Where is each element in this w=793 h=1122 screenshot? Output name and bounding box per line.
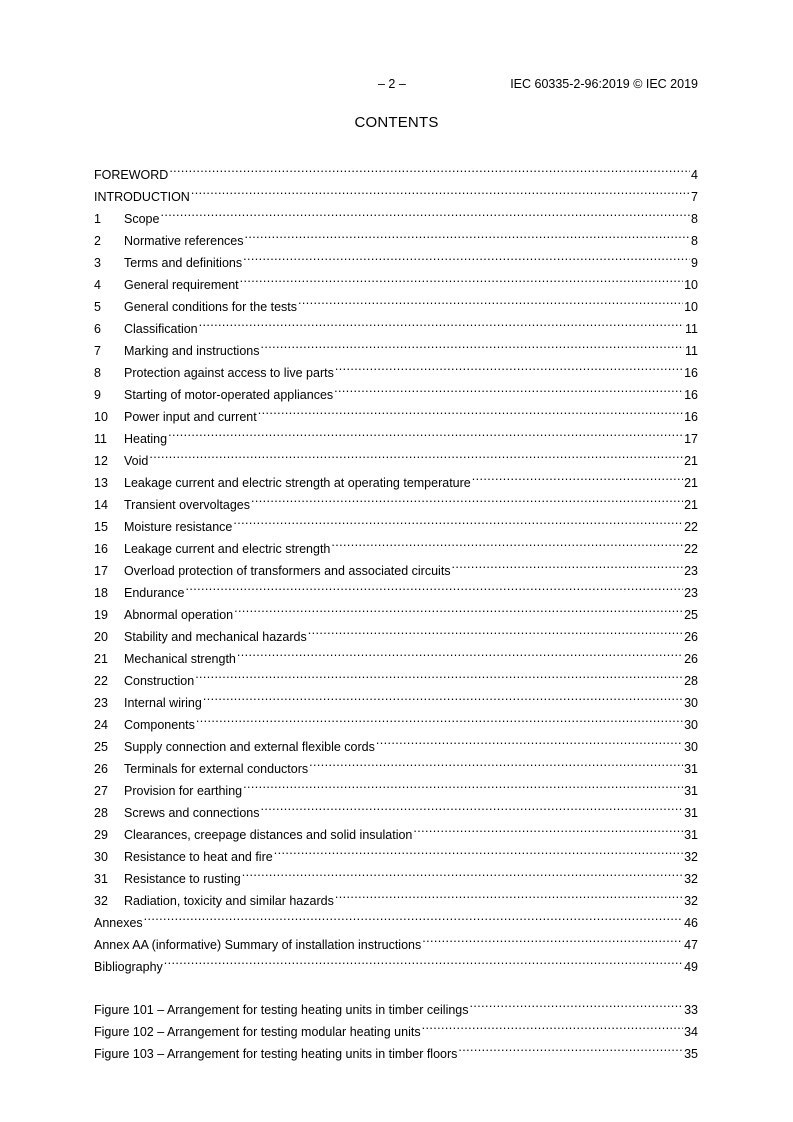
toc-entry-title: Annexes [94, 916, 143, 930]
dot-leader [191, 179, 690, 201]
toc-entry-page: 21 [684, 454, 698, 468]
toc-entry-page: 9 [691, 256, 698, 270]
toc-entry-page: 7 [691, 190, 698, 204]
table-of-contents [94, 157, 698, 974]
dot-leader [298, 289, 683, 311]
toc-entry-page: 31 [684, 784, 698, 798]
toc-entry-page: 46 [684, 916, 698, 930]
dot-leader [458, 1036, 683, 1058]
toc-entry-page: 10 [684, 300, 698, 314]
toc-entry-page: 34 [684, 1025, 698, 1039]
toc-entry-page: 16 [684, 366, 698, 380]
toc-entry-title: Void [124, 454, 149, 468]
toc-entry-number: 12 [94, 454, 108, 468]
toc-entry-number: 20 [94, 630, 108, 644]
toc-entry-number: 14 [94, 498, 108, 512]
dot-leader [234, 597, 683, 619]
dot-leader [233, 509, 683, 531]
dot-leader [308, 619, 683, 641]
toc-entry-number: 5 [94, 300, 101, 314]
toc-entry-title: Supply connection and external flexible cords [124, 740, 375, 754]
dot-leader [245, 223, 691, 245]
toc-entry-number: 28 [94, 806, 108, 820]
dot-leader [243, 773, 683, 795]
dot-leader [169, 157, 690, 179]
dot-leader [335, 883, 683, 905]
dot-leader [237, 641, 683, 663]
dot-leader [422, 927, 683, 949]
toc-entry-page: 10 [684, 278, 698, 292]
toc-entry-number: 25 [94, 740, 108, 754]
toc-entry-title: Power input and current [124, 410, 257, 424]
toc-entry-page: 11 [685, 322, 698, 336]
toc-entry-page: 26 [684, 630, 698, 644]
toc-entry-page: 23 [684, 586, 698, 600]
dot-leader [160, 201, 690, 223]
toc-entry-title: Classification [124, 322, 198, 336]
dot-leader [144, 905, 683, 927]
toc-entry-title: Protection against access to live parts [124, 366, 334, 380]
toc-entry-number: 27 [94, 784, 108, 798]
toc-entry[interactable] [94, 927, 698, 952]
dot-leader [243, 245, 690, 267]
toc-entry-title: Components [124, 718, 195, 732]
toc-entry-page: 8 [691, 234, 698, 248]
dot-leader [164, 949, 683, 971]
dot-leader [203, 685, 683, 707]
toc-entry-page: 33 [684, 1003, 698, 1017]
dot-leader [149, 443, 683, 465]
toc-entry-number: 23 [94, 696, 108, 710]
dot-leader [472, 465, 683, 487]
toc-entry-title: Transient overvoltages [124, 498, 250, 512]
dot-leader [452, 553, 684, 575]
toc-entry-page: 16 [684, 388, 698, 402]
toc-entry-page: 32 [684, 894, 698, 908]
toc-entry-title: Heating [124, 432, 168, 446]
toc-entry[interactable] [94, 465, 698, 490]
toc-entry[interactable] [94, 443, 698, 468]
toc-entry-number: 31 [94, 872, 108, 886]
dot-leader [309, 751, 683, 773]
toc-entry-title: Terms and definitions [124, 256, 243, 270]
toc-entry[interactable] [94, 157, 698, 182]
toc-entry-number: 11 [94, 432, 107, 446]
page-header [94, 76, 698, 92]
toc-entry-title: Figure 101 – Arrangement for testing heating units in timber ceilings [94, 1003, 469, 1017]
toc-entry-page: 26 [684, 652, 698, 666]
dot-leader [422, 1014, 684, 1036]
toc-entry-page: 28 [684, 674, 698, 688]
toc-entry-number: 2 [94, 234, 101, 248]
toc-entry-title: Overload protection of transformers and associated circuits [124, 564, 451, 578]
toc-entry-number: 6 [94, 322, 101, 336]
dot-leader [168, 421, 683, 443]
toc-entry-page: 8 [691, 212, 698, 226]
toc-entry-title: Leakage current and electric strength at operating temperature [124, 476, 471, 490]
toc-entry-title: Internal wiring [124, 696, 202, 710]
toc-entry-title: General requirement [124, 278, 239, 292]
dot-leader [376, 729, 683, 751]
toc-entry-number: 19 [94, 608, 108, 622]
toc-entry-title: Abnormal operation [124, 608, 234, 622]
toc-entry-title: Resistance to rusting [124, 872, 241, 886]
toc-entry-number: 15 [94, 520, 108, 534]
dot-leader [240, 267, 683, 289]
toc-entry-page: 22 [684, 542, 698, 556]
toc-entry-title: Radiation, toxicity and similar hazards [124, 894, 334, 908]
dot-leader [413, 817, 683, 839]
toc-entry-number: 32 [94, 894, 108, 908]
toc-entry-number: 1 [94, 212, 101, 226]
dot-leader [335, 355, 683, 377]
toc-entry[interactable] [94, 575, 698, 600]
toc-entry-title: Figure 102 – Arrangement for testing modular heating units [94, 1025, 421, 1039]
toc-entry-number: 16 [94, 542, 108, 556]
dot-leader [470, 992, 684, 1014]
toc-entry-title: Construction [124, 674, 195, 688]
toc-entry-number: 4 [94, 278, 101, 292]
toc-entry-page: 25 [684, 608, 698, 622]
toc-entry-page: 32 [684, 872, 698, 886]
toc-entry-number: 13 [94, 476, 108, 490]
toc-entry[interactable] [94, 179, 698, 204]
toc-entry-title: Normative references [124, 234, 244, 248]
toc-entry-title: Starting of motor-operated appliances [124, 388, 334, 402]
toc-entry[interactable] [94, 992, 698, 1017]
toc-entry-title: Mechanical strength [124, 652, 236, 666]
dot-leader [331, 531, 683, 553]
toc-entry-title: Scope [124, 212, 160, 226]
dot-leader [274, 839, 683, 861]
toc-entry-number: 10 [94, 410, 108, 424]
toc-entry-title: Resistance to heat and fire [124, 850, 273, 864]
toc-entry-title: Figure 103 – Arrangement for testing heating units in timber floors [94, 1047, 458, 1061]
toc-entry-page: 32 [684, 850, 698, 864]
toc-entry[interactable] [94, 223, 698, 248]
toc-entry-page: 23 [684, 564, 698, 578]
toc-entry-page: 4 [691, 168, 698, 182]
toc-entry-number: 29 [94, 828, 108, 842]
toc-entry[interactable] [94, 597, 698, 622]
toc-entry-title: Marking and instructions [124, 344, 260, 358]
toc-entry-page: 31 [684, 828, 698, 842]
page-title: CONTENTS [354, 114, 439, 131]
toc-entry-title: Moisture resistance [124, 520, 233, 534]
dot-leader [196, 707, 683, 729]
toc-entry-title: Endurance [124, 586, 185, 600]
toc-entry-page: 30 [684, 740, 698, 754]
toc-entry-page: 11 [685, 344, 698, 358]
toc-entry-title: Clearances, creepage distances and solid insulation [124, 828, 413, 842]
toc-entry-number: 21 [94, 652, 108, 666]
dot-leader [261, 795, 684, 817]
toc-entry-title: Stability and mechanical hazards [124, 630, 307, 644]
toc-entry-number: 22 [94, 674, 108, 688]
dot-leader [242, 861, 683, 883]
toc-entry-number: 24 [94, 718, 108, 732]
toc-entry-title: Screws and connections [124, 806, 260, 820]
list-of-figures [94, 992, 698, 1061]
document-id: IEC 60335-2-96:2019 © IEC 2019 [510, 77, 698, 91]
toc-entry-title: Terminals for external conductors [124, 762, 309, 776]
toc-entry-number: 7 [94, 344, 101, 358]
toc-entry-number: 9 [94, 388, 101, 402]
toc-entry-title: Provision for earthing [124, 784, 243, 798]
toc-entry[interactable] [94, 201, 698, 226]
toc-entry[interactable] [94, 905, 698, 930]
toc-entry-page: 16 [684, 410, 698, 424]
toc-entry-page: 17 [684, 432, 698, 446]
dot-leader [199, 311, 684, 333]
toc-entry-title: Annex AA (informative) Summary of installation instructions [94, 938, 422, 952]
toc-entry-number: 30 [94, 850, 108, 864]
dot-leader [334, 377, 683, 399]
toc-entry-page: 22 [684, 520, 698, 534]
toc-entry-page: 35 [684, 1047, 698, 1061]
toc-entry[interactable] [94, 949, 698, 974]
toc-entry-title: FOREWORD [94, 168, 169, 182]
toc-entry-number: 17 [94, 564, 108, 578]
toc-entry-page: 30 [684, 718, 698, 732]
toc-entry-page: 49 [684, 960, 698, 974]
toc-entry-page: 31 [684, 806, 698, 820]
dot-leader [251, 487, 683, 509]
page-number: – 2 – [378, 77, 406, 91]
toc-entry-title: Bibliography [94, 960, 163, 974]
dot-leader [195, 663, 683, 685]
toc-entry-page: 21 [684, 476, 698, 490]
toc-entry-number: 8 [94, 366, 101, 380]
toc-entry-number: 26 [94, 762, 108, 776]
toc-entry-title: General conditions for the tests [124, 300, 298, 314]
toc-entry-title: INTRODUCTION [94, 190, 190, 204]
dot-leader [258, 399, 683, 421]
toc-entry[interactable] [94, 421, 698, 446]
dot-leader [260, 333, 684, 355]
dot-leader [185, 575, 683, 597]
toc-entry-page: 31 [684, 762, 698, 776]
toc-entry-number: 18 [94, 586, 108, 600]
toc-entry-title: Leakage current and electric strength [124, 542, 331, 556]
toc-entry-number: 3 [94, 256, 101, 270]
toc-entry-page: 21 [684, 498, 698, 512]
toc-entry-page: 47 [684, 938, 698, 952]
toc-entry-page: 30 [684, 696, 698, 710]
